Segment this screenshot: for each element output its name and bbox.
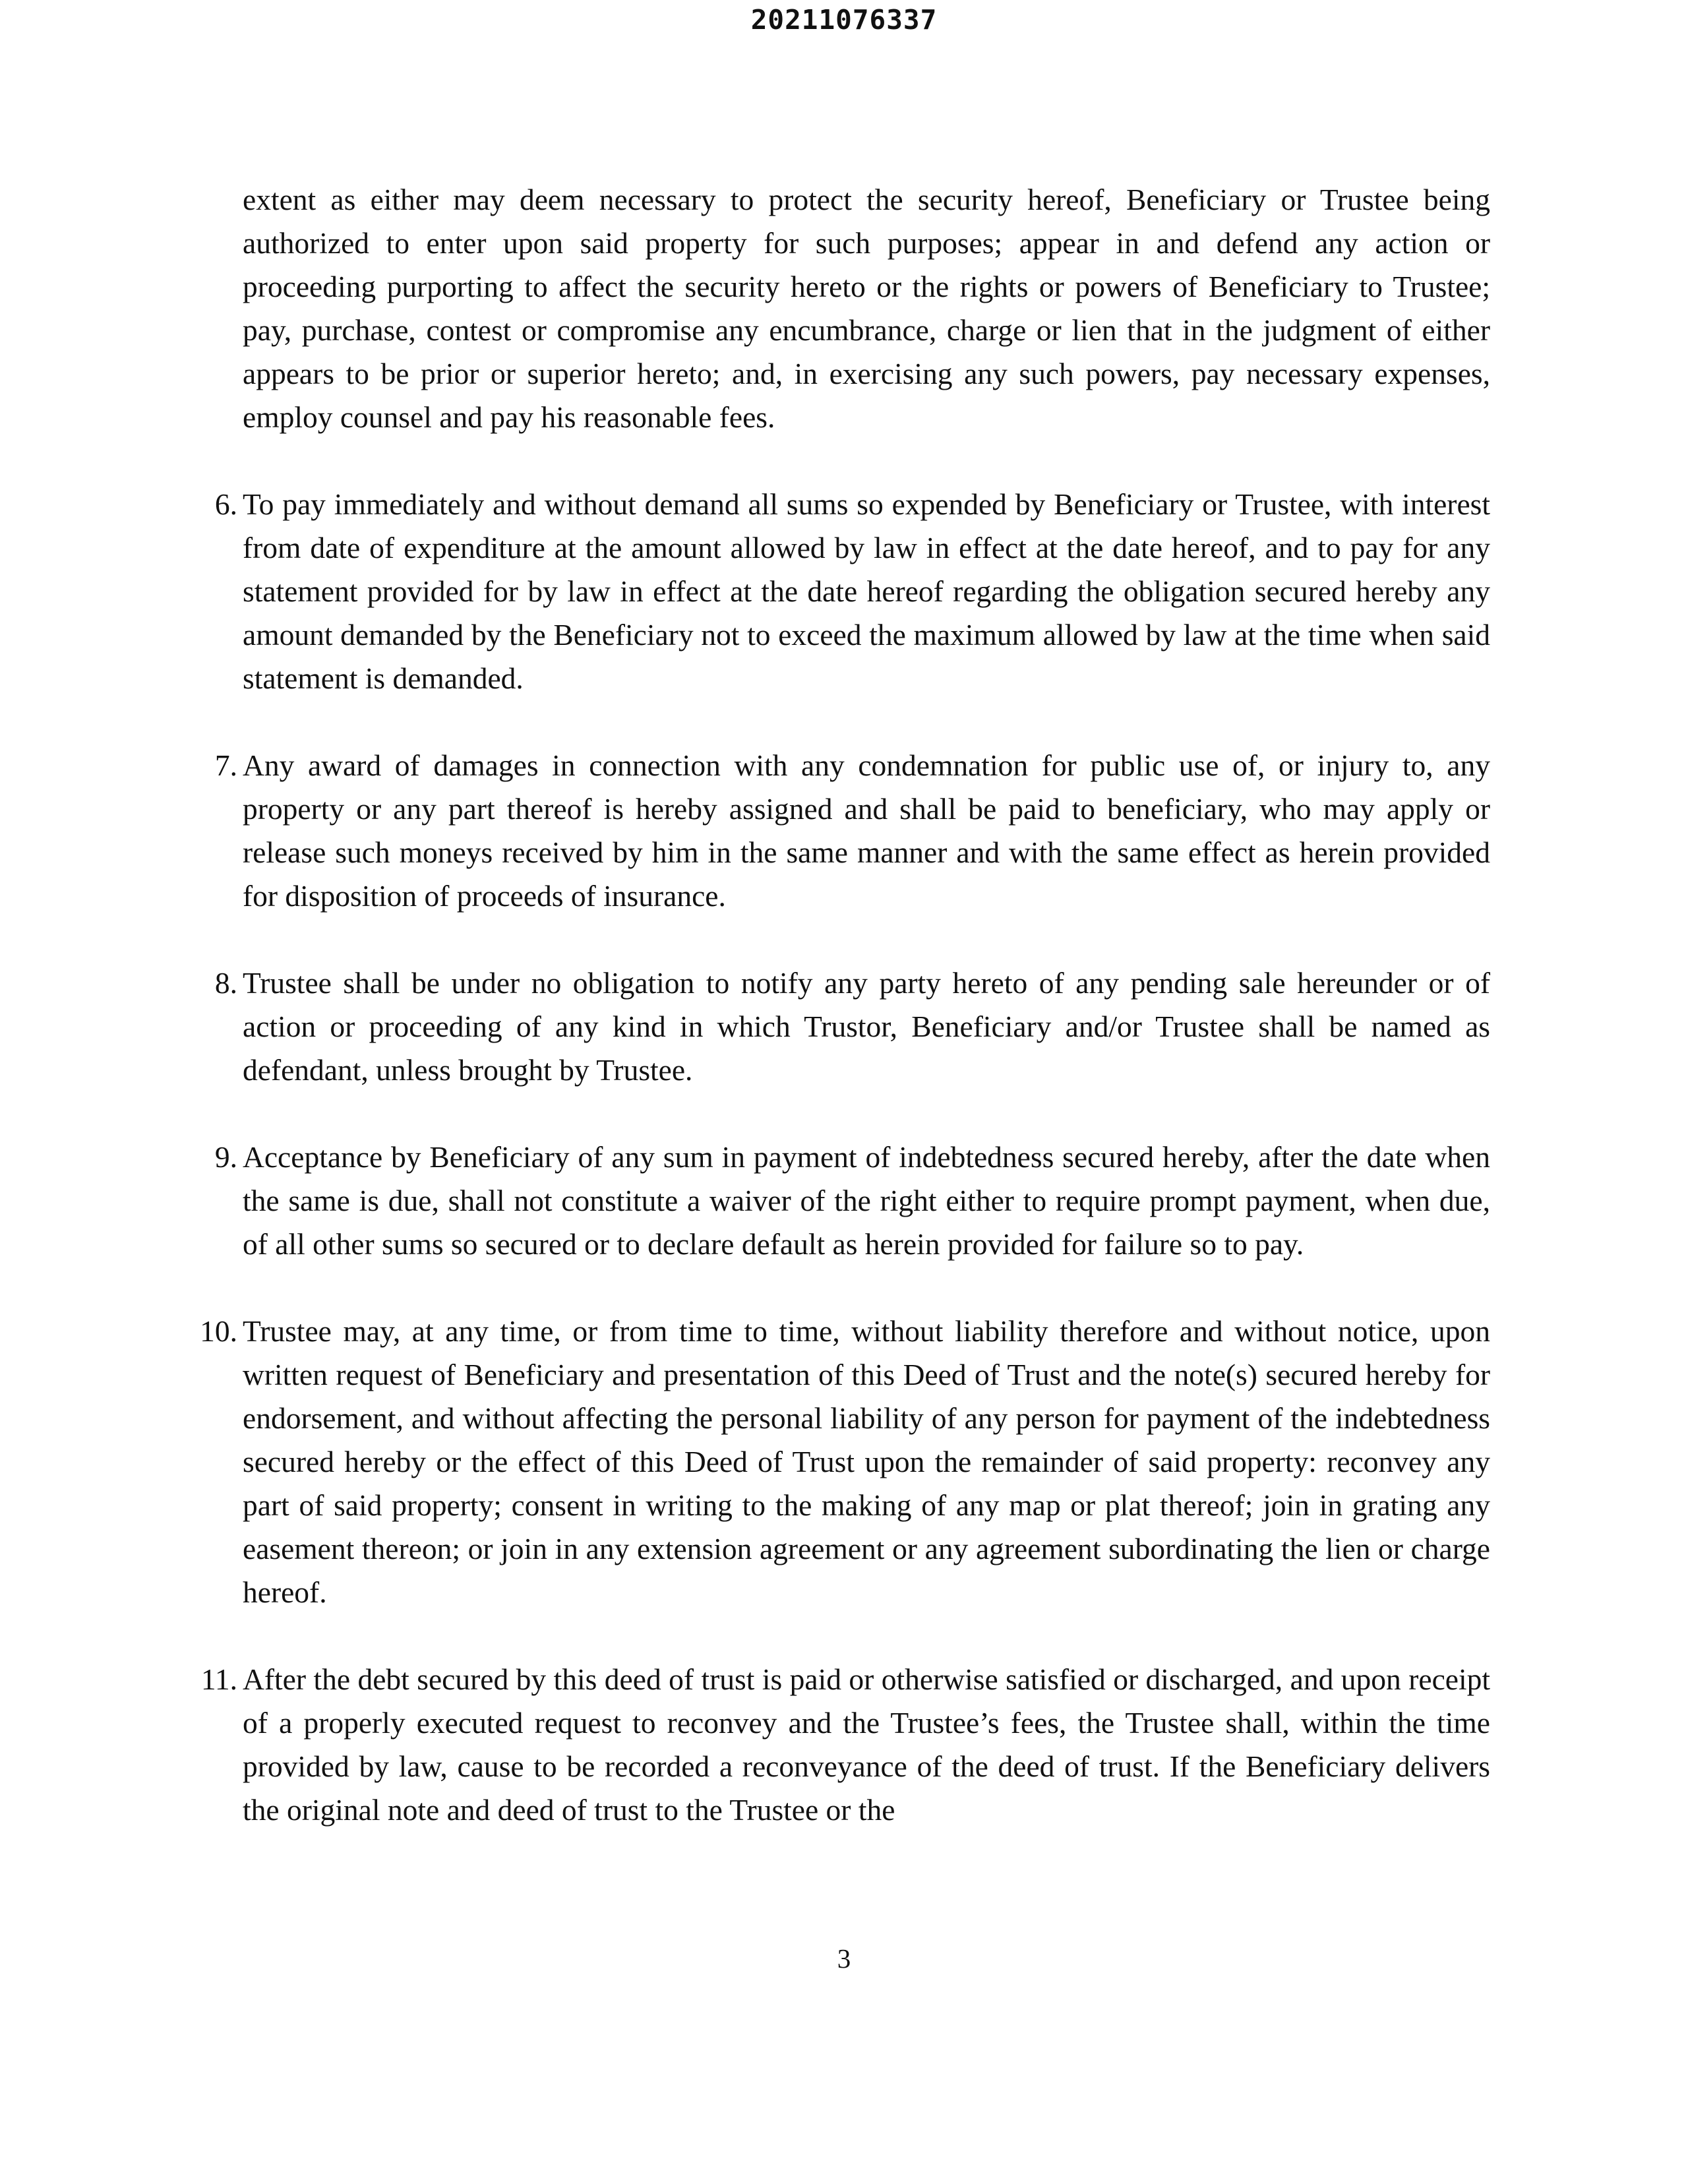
paragraph-number: 8. <box>214 966 237 1000</box>
document-number: 20211076337 <box>750 4 938 36</box>
paragraph-11 <box>185 1658 1490 1832</box>
paragraph-continuation <box>185 178 1490 439</box>
paragraph-10 <box>185 1310 1490 1614</box>
document-body <box>185 178 1490 1875</box>
paragraph-number: 7. <box>214 748 237 782</box>
paragraph-text: To pay immediately and without demand all sums so expended by Beneficiary or Trustee, with interest from date of expenditure at the amount allowed by law in effect at the date hereof, and to pay for any statement provided for by law in effect at the date hereof regarding the obligation secured hereby any amount demanded by the Beneficiary not to exceed the maximum allowed by law at the time when said statement is demanded. <box>243 487 1490 695</box>
paragraph-text: Any award of damages in connection with any condemnation for public use of, or injury to, any property or any part thereof is hereby assigned and shall be paid to beneficiary, who may apply or release such moneys received by him in the same manner and with the same effect as herein provided for disposition of proceeds of insurance. <box>243 748 1490 913</box>
paragraph-text: Trustee shall be under no obligation to notify any party hereto of any pending sale hereunder or of action or proceeding of any kind in which Trustor, Beneficiary and/or Trustee shall be named as defendant, unless brought by Trustee. <box>243 966 1490 1087</box>
paragraph-8 <box>185 961 1490 1092</box>
page-number: 3 <box>837 1943 851 1974</box>
paragraph-number: 9. <box>214 1140 237 1174</box>
paragraph-text: Acceptance by Beneficiary of any sum in payment of indebtedness secured hereby, after the date when the same is due, shall not constitute a waiver of the right either to require prompt payment, when due, of all other sums so secured or to declare default as herein provided for failure so to pay. <box>243 1140 1490 1261</box>
paragraph-9 <box>185 1136 1490 1266</box>
paragraph-number: 11. <box>200 1662 237 1696</box>
paragraph-text: extent as either may deem necessary to protect the security hereof, Beneficiary or Trustee being authorized to enter upon said property for such purposes; appear in and defend any action or proceeding purporting to affect the security hereto or the rights or powers of Beneficiary to Trustee; pay, purchase, contest or compromise any encumbrance, charge or lien that in the judgment of either appears to be prior or superior hereto; and, in exercising any such powers, pay necessary expenses, employ counsel and pay his reasonable fees. <box>243 183 1490 434</box>
paragraph-number: 10. <box>200 1314 237 1348</box>
paragraph-7 <box>185 744 1490 918</box>
paragraph-text: Trustee may, at any time, or from time to time, without liability therefore and without notice, upon written request of Beneficiary and presentation of this Deed of Trust and the note(s) secured hereby for endorsement, and without affecting the personal liability of any person for payment of the indebtedness secured hereby or the effect of this Deed of Trust upon the remainder of said property: reconvey any part of said property; consent in writing to the making of any map or plat thereof; join in grating any easement thereon; or join in any extension agreement or any agreement subordinating the lien or charge hereof. <box>243 1314 1490 1609</box>
paragraph-text: After the debt secured by this deed of trust is paid or otherwise satisfied or discharged, and upon receipt of a properly executed request to reconvey and the Trustee’s fees, the Trustee shall, within the time provided by law, cause to be recorded a reconveyance of the deed of trust. If the Beneficiary delivers the original note and deed of trust to the Trustee or the <box>243 1662 1490 1827</box>
paragraph-number: 6. <box>214 487 237 521</box>
paragraph-6 <box>185 483 1490 700</box>
